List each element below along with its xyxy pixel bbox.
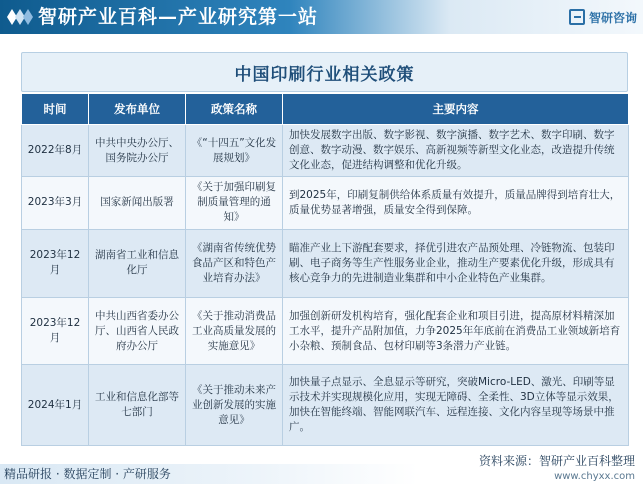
cell-time: 2023年3月 — [22, 177, 89, 229]
cell-policy: 《湖南省传统优势食品产区和特色产业培育办法》 — [186, 229, 283, 297]
site-title: 智研产业百科—产业研究第一站 — [38, 6, 319, 28]
site-url[interactable]: www.chyxx.com — [554, 471, 635, 482]
cell-content: 加快发展数字出版、数字影视、数字演播、数字艺术、数字印刷、数字创意、数字动漫、数字娱乐、高新视频等新型文化业态，改造提升传统文化业态，促进结构调整和优化升级。 — [283, 125, 629, 177]
table-title: 中国印刷行业相关政策 — [234, 64, 415, 85]
services-text: 精品研报 · 数据定制 · 产研服务 — [4, 467, 171, 481]
cell-content: 加快量子点显示、全息显示等研究，突破Micro-LED、激光、印刷等显示技术并实现规模化应用，实现无障碍、全柔性、3D立体等显示效果，加快在智能终端、智能网联汽车、远程连接、文化内容呈现等场景中推广。 — [283, 365, 629, 446]
cell-publisher: 国家新闻出版署 — [89, 177, 186, 229]
page-footer — [0, 452, 643, 484]
table-title-banner — [21, 52, 628, 92]
policy-table — [21, 93, 629, 446]
cell-publisher: 工业和信息化部等七部门 — [89, 365, 186, 446]
diamond-logo-icon — [6, 8, 40, 26]
column-header-content: 主要内容 — [283, 94, 629, 125]
cell-time: 2022年8月 — [22, 125, 89, 177]
cell-publisher: 湖南省工业和信息化厅 — [89, 229, 186, 297]
cell-policy: 《“十四五”文化发展规划》 — [186, 125, 283, 177]
cell-publisher: 中共山西省委办公厅、山西省人民政府办公厅 — [89, 298, 186, 365]
column-header-time: 时间 — [22, 94, 89, 125]
table-row — [22, 125, 629, 177]
cell-content: 到2025年，印刷复制供给体系质量有效提升，质量品牌得到培育壮大，质量优势显著增强，质量安全得到保障。 — [283, 177, 629, 229]
column-header-publisher: 发布单位 — [89, 94, 186, 125]
source-note: 资料来源：智研产业百科整理 — [478, 454, 635, 468]
cell-time: 2024年1月 — [22, 365, 89, 446]
table-row — [22, 365, 629, 446]
site-header — [0, 0, 643, 34]
table-row — [22, 229, 629, 297]
table-header-row — [22, 94, 629, 125]
cell-publisher: 中共中央办公厅、国务院办公厅 — [89, 125, 186, 177]
cell-policy: 《关于加强印刷复制质量管理的通知》 — [186, 177, 283, 229]
cell-content: 加强创新研发机构培育，强化配套企业和项目引进，提高原材料精深加工水平，提升产品附加值，力争2025年年底前在消费品工业领域新培育小杂粮、预制食品、包材印刷等3条潜力产业链。 — [283, 298, 629, 365]
brand-mark-icon — [569, 9, 585, 25]
column-header-policy: 政策名称 — [186, 94, 283, 125]
brand-logo[interactable] — [569, 8, 637, 26]
table-row — [22, 177, 629, 229]
cell-time: 2023年12月 — [22, 298, 89, 365]
cell-time: 2023年12月 — [22, 229, 89, 297]
brand-name: 智研咨询 — [588, 10, 637, 25]
cell-policy: 《关于推动消费品工业高质量发展的实施意见》 — [186, 298, 283, 365]
cell-content: 瞄准产业上下游配套要求，择优引进农产品预处理、冷链物流、包装印刷、电子商务等生产性服务业企业，推动生产要素优化升级，形成具有核心竞争力的先进制造业集群和中小企业特色产业集群。 — [283, 229, 629, 297]
table-row — [22, 298, 629, 365]
cell-policy: 《关于推动未来产业创新发展的实施意见》 — [186, 365, 283, 446]
